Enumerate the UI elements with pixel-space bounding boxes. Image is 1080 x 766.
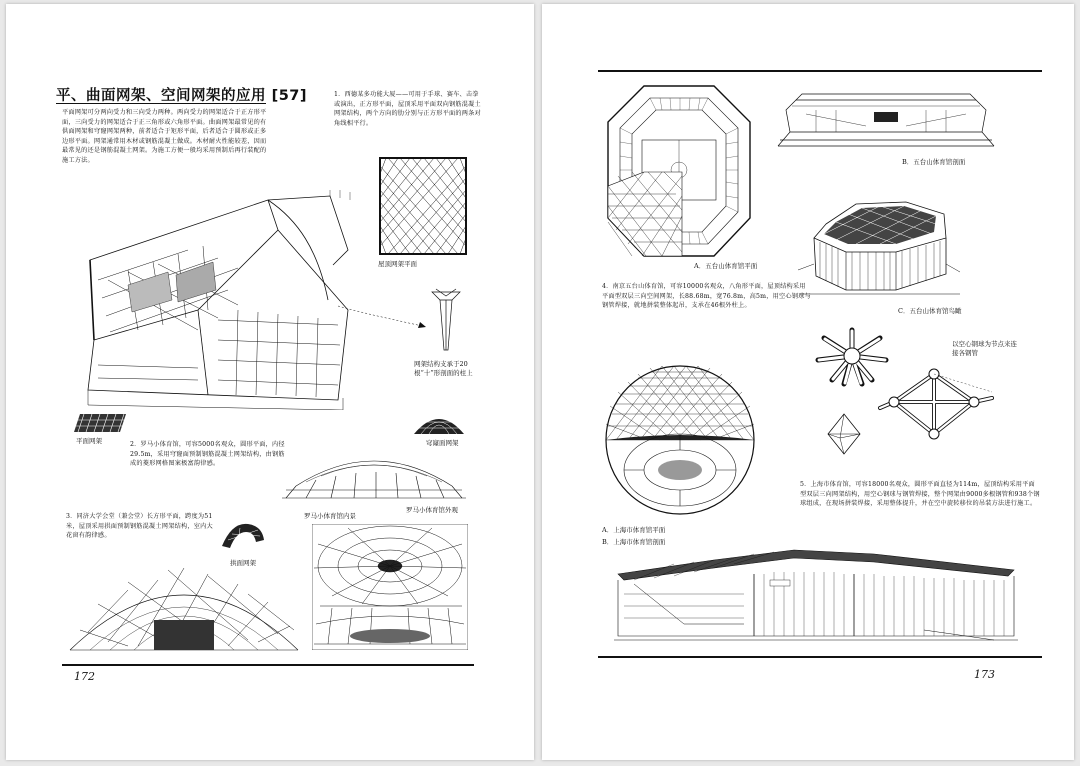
- caption-dome-grid: 穹窿面网架: [426, 439, 459, 447]
- item-4-text: 4．南京五台山体育馆，可容10000名观众，八角形平面，屋顶结构采用平面型双层三向空间网架，长88.68m，宽76.8m，高5m，用空心钢球与钢管焊接，就地拼装整体起吊，支承在46根外柱上。: [602, 283, 811, 310]
- page-number-right: 173: [974, 668, 995, 681]
- caption-rome-exterior: 罗马小体育馆外观: [406, 506, 458, 514]
- flat-grid-icon: [72, 412, 128, 434]
- caption-node: 以空心钢球为节点来连接各钢管: [952, 340, 1017, 357]
- caption-shanghai-plan: A．上海市体育馆平面: [602, 526, 666, 534]
- cross-column-detail: [426, 286, 466, 356]
- item-1-text: 1．西德某多功能大厦——可用于手球、赛车、击拳或演出，正方形平面，屋顶采用平面双向钢筋混凝土网架结构，两个方向的肋分别与正方形平面的两条对角线相平行。: [334, 91, 481, 127]
- left-page: [6, 4, 534, 760]
- caption-wutaishan-section: B．五台山体育馆剖面: [902, 158, 966, 166]
- section-title-ref: [57]: [271, 88, 307, 104]
- caption-arch-grid: 拱面网架: [230, 559, 256, 567]
- right-page: [542, 4, 1074, 760]
- wutaishan-section: [776, 86, 996, 150]
- roof-grid-plan: [378, 156, 468, 256]
- rome-palazzetto-interior: [312, 524, 468, 650]
- top-rule: [598, 70, 1042, 72]
- arch-hall-interior: [68, 560, 300, 652]
- intro-paragraph: 平面网架可分两向受力和三向受力两种。两向受力的网架适合于正方形平面，三向受力的网架适合于正三角形或六角形平面。曲面网架最常见的有供面网架和穹窿网架两种，前者适合于矩形平面，后者适合于圆形或正多边形平面。网架通常用木材或钢筋混凝土做成。木材耐火性能较差，因而最常见的还是钢筋混凝土网架。为施工方便一般均采用预制后再行装配的施工方法。: [62, 109, 267, 164]
- item-5-text: 5．上海市体育馆，可容18000名观众，圆形平面直径为114m，屋顶结构采用平面型双层三向网架结构，用空心钢球与钢管焊接，整个网架由9000多根钢管和938个钢球组成，在现场拼装焊接，采用整体提升，并在空中旋转移位的吊装方法进行施工。: [800, 481, 1040, 508]
- caption-shanghai-section: B．上海市体育馆剖面: [602, 538, 666, 546]
- caption-flat-grid: 平面网架: [76, 437, 102, 445]
- caption-roof-plan: 屋顶网架平面: [378, 260, 417, 268]
- shanghai-stadium-plan: [602, 362, 758, 522]
- item-3-text: 3．同济大学会堂（兼会堂）长方形平面，跨度为51米，屋顶采用拱面预制钢筋混凝土网架结构，室内大花窗有韵律感。: [66, 513, 213, 540]
- octahedron-module: [826, 412, 862, 456]
- page-number-left: 172: [74, 670, 95, 683]
- caption-rome-interior: 罗马小体育馆内景: [304, 512, 356, 520]
- wutaishan-aerial: [796, 194, 962, 302]
- caption-wutaishan-plan: A．五台山体育馆平面: [694, 262, 758, 270]
- bottom-rule: [62, 664, 474, 666]
- dome-grid-icon: [411, 410, 467, 436]
- bottom-rule-right: [598, 656, 1042, 658]
- section-title-text: 平、曲面网架、空间网架的应用: [56, 88, 266, 104]
- leader-arrow: [336, 304, 428, 334]
- shanghai-stadium-section: [614, 544, 1018, 644]
- space-truss-node-assembly: [874, 362, 998, 446]
- section-title: [56, 84, 307, 105]
- title-underline: [56, 103, 266, 104]
- caption-wutaishan-aerial: C．五台山体育馆鸟瞰: [898, 307, 962, 315]
- wutaishan-plan: [604, 82, 754, 260]
- item-2-text: 2．罗马小体育馆，可容5000名观众，圆形平面，内径29.5m，采用穹窿面预制钢筋混凝土网架结构，由钢筋成的菱形网格图案极富韵律感。: [130, 441, 285, 468]
- caption-column: 网架结构支承于20根“十”形剖面的柱上: [414, 360, 473, 377]
- multipurpose-hall-axonometric: [68, 190, 358, 410]
- arch-grid-icon: [218, 520, 268, 550]
- rome-palazzetto-exterior: [276, 442, 472, 502]
